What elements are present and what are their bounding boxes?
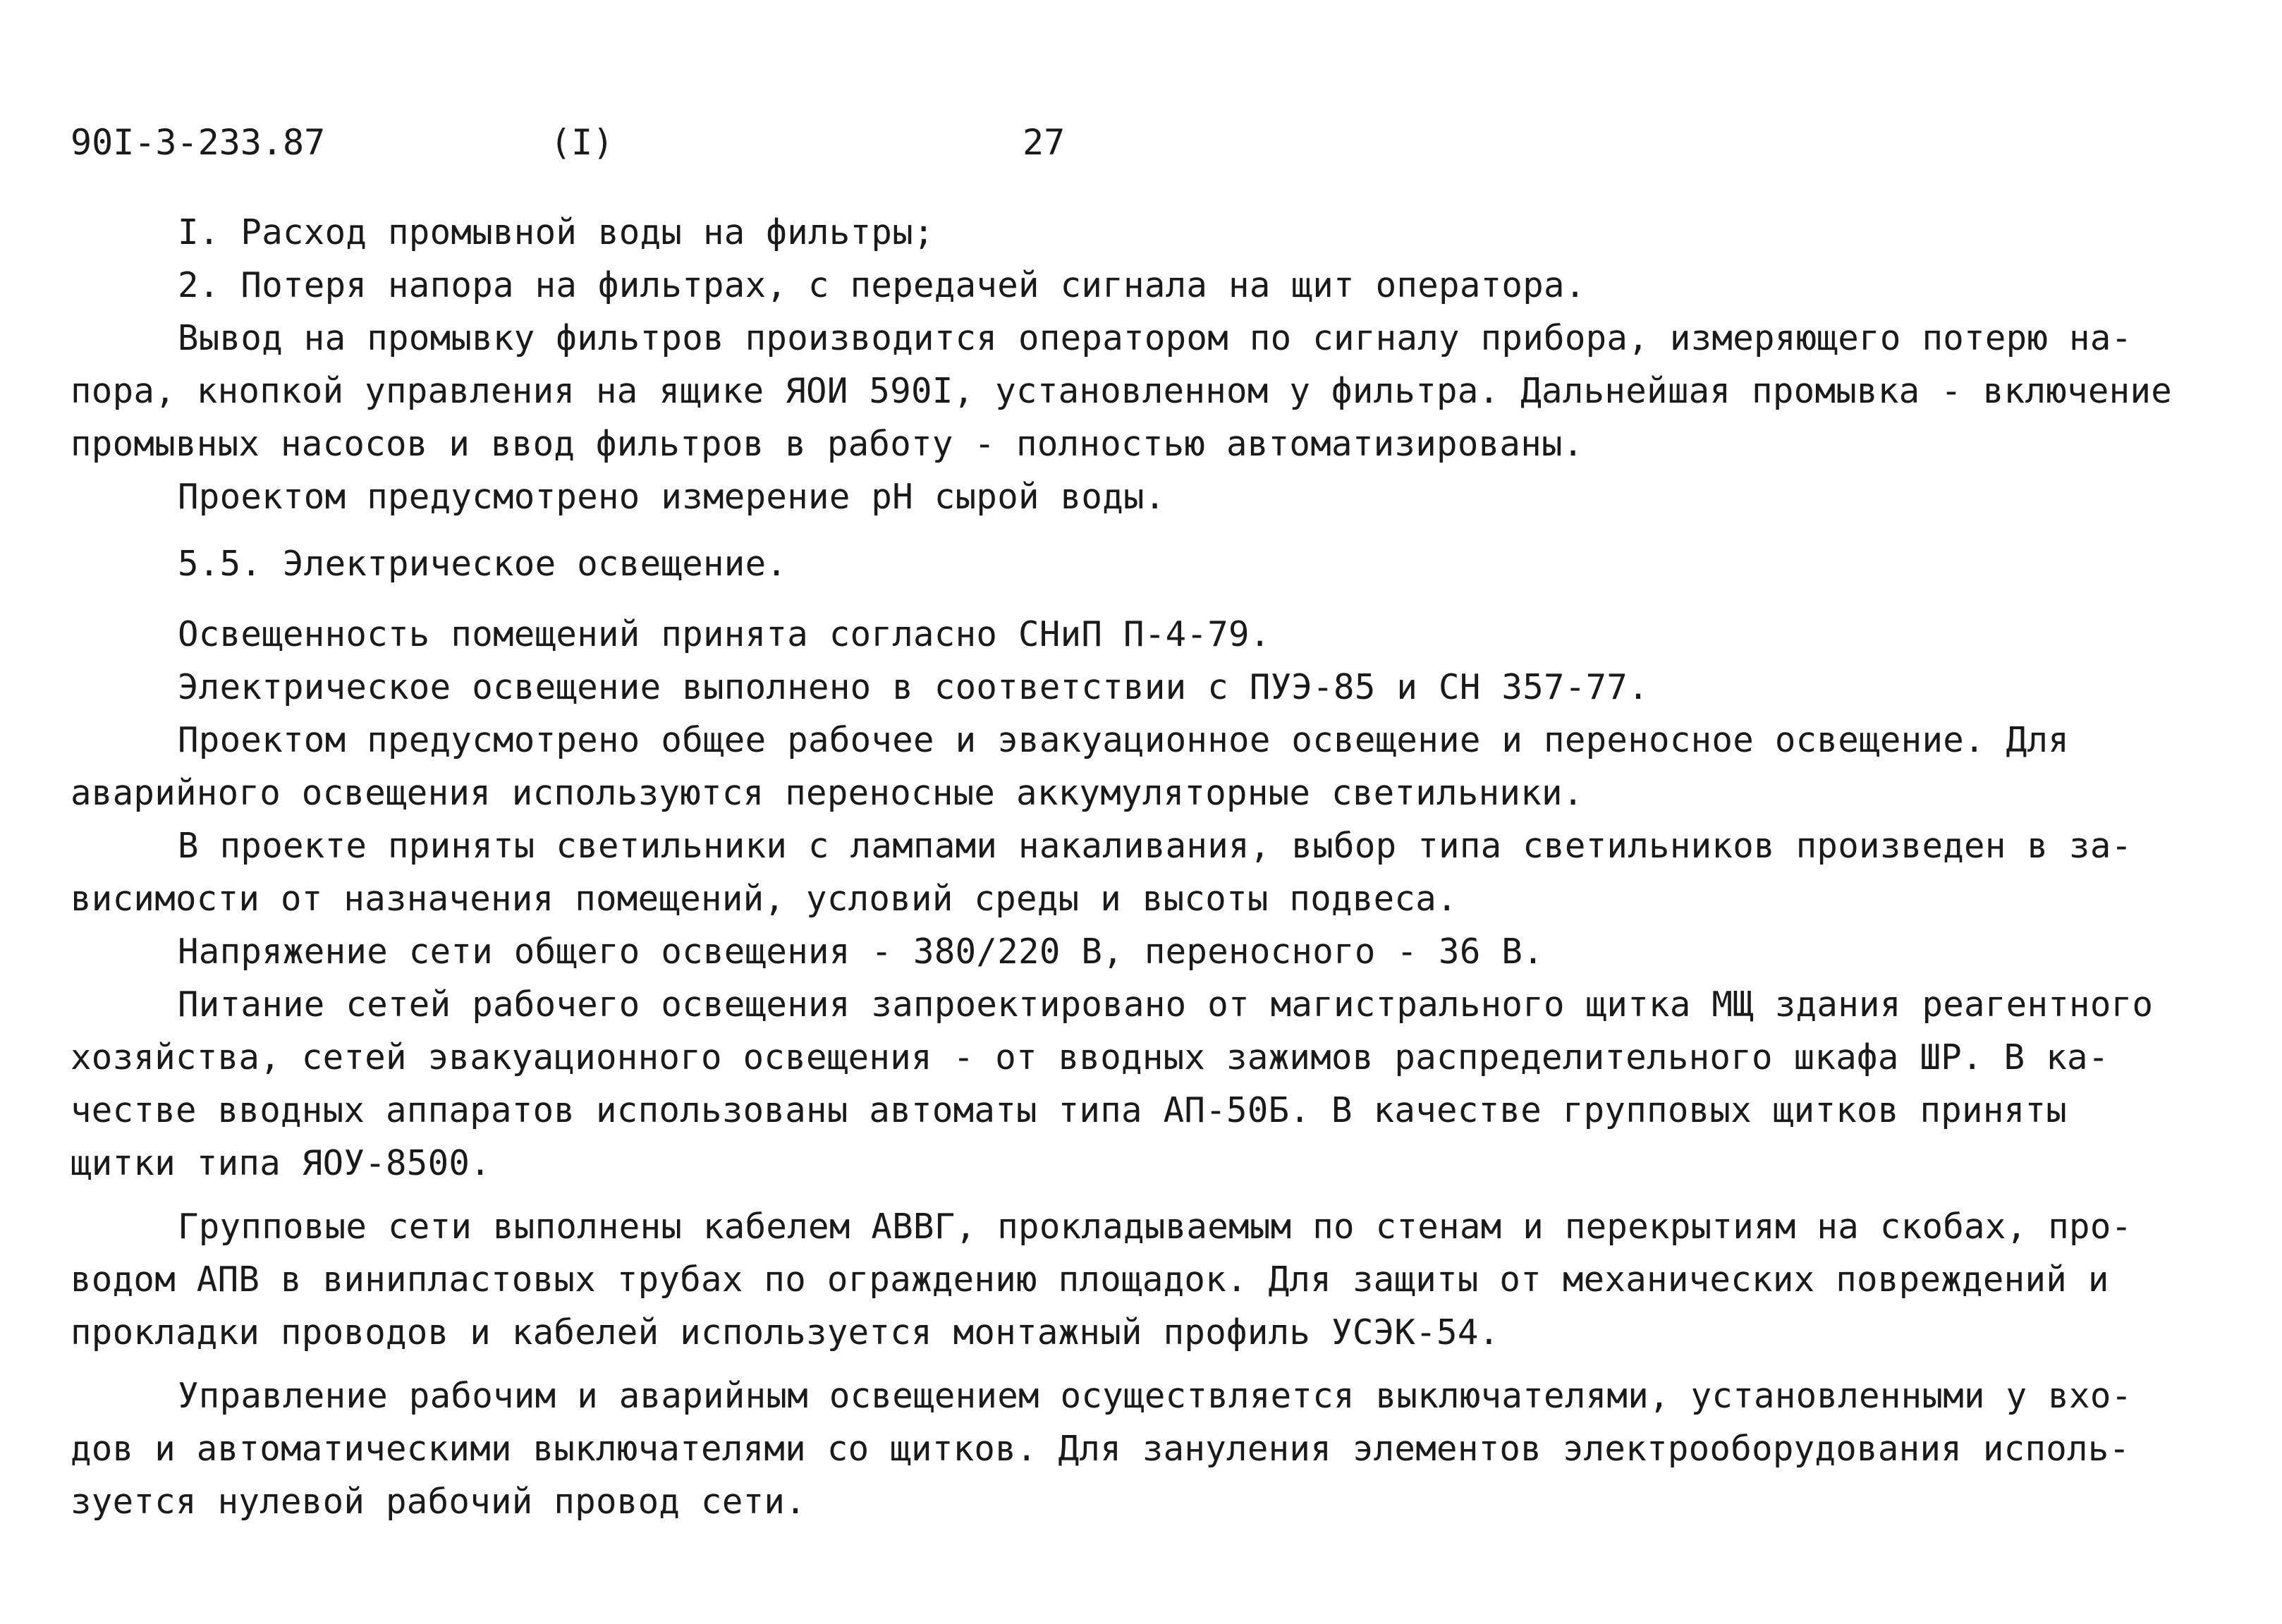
text-line: щитки типа ЯОУ-8500. <box>71 1143 492 1183</box>
document-code: 90I-3-233.87 <box>71 122 326 163</box>
text-line: аварийного освещения используются переносные аккумуляторные светильники. <box>71 773 1584 813</box>
text-line: Питание сетей рабочего освещения запроектировано от магистрального щитка МЩ здания реагентного <box>178 984 2154 1025</box>
text-line: зуется нулевой рабочий провод сети. <box>71 1482 807 1522</box>
section-heading: 5.5. Электрическое освещение. <box>178 544 788 584</box>
text-line: хозяйства, сетей эвакуационного освещения - от вводных зажимов распределительного шкафа ШР. В ка- <box>71 1037 2109 1077</box>
text-line: прокладки проводов и кабелей используется монтажный профиль УСЭК-54. <box>71 1312 1500 1353</box>
text-line: Вывод на промывку фильтров производится оператором по сигналу прибора, измеряющего потерю на- <box>178 318 2132 358</box>
text-line: Управление рабочим и аварийным освещением осуществляется выключателями, установленными у вхо- <box>178 1376 2132 1416</box>
text-line: дов и автоматическими выключателями со щитков. Для зануления элементов электрооборудования исполь- <box>71 1429 2130 1469</box>
page-number: 27 <box>1023 122 1066 163</box>
text-line: I. Расход промывной воды на фильтры; <box>178 212 934 252</box>
text-line: Освещенность помещений принята согласно СНиП П-4-79. <box>178 614 1271 654</box>
text-line: пора, кнопкой управления на ящике ЯОИ 590I, установленном у фильтра. Дальнейшая промывка - включение <box>71 371 2173 411</box>
text-line: Проектом предусмотрено измерение рН сырой воды. <box>178 477 1166 517</box>
text-line: Напряжение сети общего освещения - 380/220 В, переносного - 36 В. <box>178 932 1544 972</box>
text-line: висимости от назначения помещений, условий среды и высоты подвеса. <box>71 879 1458 919</box>
document-part: (I) <box>550 122 614 163</box>
text-line: Электрическое освещение выполнено в соответствии с ПУЭ-85 и СН 357-77. <box>178 667 1649 707</box>
text-line: Проектом предусмотрено общее рабочее и эвакуационное освещение и переносное освещение. Для <box>178 720 2070 760</box>
text-line: Групповые сети выполнены кабелем АВВГ, прокладываемым по стенам и перекрытиям на скобах, про- <box>178 1207 2132 1247</box>
text-line: В проекте приняты светильники с лампами накаливания, выбор типа светильников произведен в за- <box>178 826 2132 866</box>
text-line: водом АПВ в винипластовых трубах по ограждению площадок. Для защиты от механических повреждений и <box>71 1259 2109 1300</box>
text-line: промывных насосов и ввод фильтров в работу - полностью автоматизированы. <box>71 424 1584 464</box>
text-line: 2. Потеря напора на фильтрах, с передачей сигнала на щит оператора. <box>178 265 1586 305</box>
text-line: честве вводных аппаратов использованы автоматы типа АП-50Б. В качестве групповых щитков приняты <box>71 1090 2068 1130</box>
